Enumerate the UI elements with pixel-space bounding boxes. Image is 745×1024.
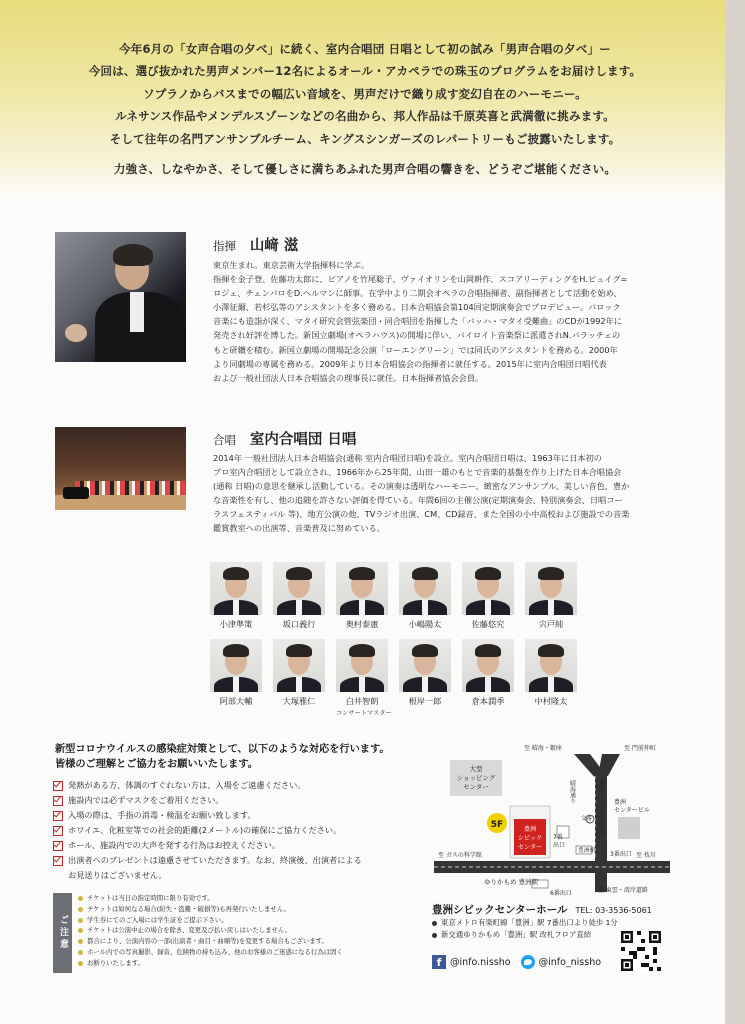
checkbox-icon	[53, 826, 63, 836]
map-label: センタービル	[614, 807, 650, 814]
checkbox-icon	[53, 856, 63, 866]
member-name: 奥村泰憲	[345, 619, 379, 629]
choir-name: 室内合唱団 日唱	[249, 432, 357, 448]
map-label: センター	[517, 844, 543, 851]
caution-item: お断りいたします。	[78, 958, 398, 969]
checklist-text: ホワイエ、化粧室等での社会的距離(2メートル)の確保にご協力ください。	[68, 825, 342, 835]
member-name: 中村隆太	[534, 696, 568, 706]
venue-tel: TEL: 03-3536-5061	[575, 906, 652, 915]
intro-line: 今年6月の「女声合唱の夕べ」に続く、室内合唱団 日唱として初の試み「男声合唱の夕べ」ー	[119, 42, 611, 56]
bio-line: (通称 日唱)の意思を継承し活動している。その演奏は透明なハーモニー、緻密なアンサンブル、美しい音色、豊か	[213, 481, 630, 492]
member-photo	[210, 639, 262, 692]
map-label: センター	[463, 783, 489, 791]
member-photo	[336, 562, 388, 615]
map-label: 至 門前仲町	[624, 745, 656, 752]
caution-item: チケットは当日の指定時間に限り有効です。	[78, 893, 398, 904]
member-role-note: コンサートマスター	[336, 710, 392, 717]
twitter-handle[interactable]: @info_nissho	[538, 956, 602, 968]
member-card	[525, 562, 577, 630]
member-card	[462, 639, 514, 707]
map-label: 至 ガスの科学館	[438, 852, 482, 859]
checklist-item	[53, 793, 403, 808]
twitter-icon	[521, 955, 535, 969]
member-photo	[525, 639, 577, 692]
checkbox-icon	[53, 796, 63, 806]
map-label: 6番出口	[550, 890, 572, 897]
conductor-bio	[213, 258, 683, 385]
center-building	[618, 817, 640, 839]
member-card	[336, 639, 392, 717]
facebook-handle[interactable]: @info.nissho	[450, 956, 511, 968]
map-label: 至 枝川	[636, 852, 656, 859]
member-photo	[336, 639, 388, 692]
bio-line: 音楽にも造詣が深く、マタイ研究会管弦楽団・同合唱団を指揮した「バッハ・マタイ受難曲」のCDが1992年に	[213, 316, 622, 327]
map-label: 至 晴海・銀座	[524, 745, 562, 752]
bio-line: もと研鑽を積む。新国立劇場の開場記念公演「ローエングリーン」では同氏のアシスタントを務める。2000年	[213, 344, 618, 355]
member-name: 倉本潤季	[471, 696, 505, 706]
caution-tag: ご注意	[53, 893, 72, 973]
map-label: 出口	[553, 842, 566, 849]
checklist-item	[53, 823, 403, 838]
member-card	[273, 562, 325, 630]
caution-item: ホール内での写真撮影、録音、危険物の持ち込み、他のお客様のご迷惑になる行為は固く	[78, 947, 398, 958]
conductor-heading	[213, 234, 298, 255]
page-edge	[725, 0, 745, 1024]
map-label: 東京メトロ有楽町線	[597, 780, 605, 834]
bio-line: 発売され好評を博した。新国立劇場(オペラハウス)の開場に伴い、バイロイト音楽祭に派遣されN.バラッチェの	[213, 330, 621, 341]
venue-heading	[432, 902, 652, 917]
checkbox-icon	[53, 811, 63, 821]
checklist-text: お見送りはございません。	[68, 870, 167, 880]
member-photo	[462, 639, 514, 692]
access-line: 東京メトロ有楽町線「豊洲」駅 7番出口より徒歩 1分	[441, 918, 618, 927]
bio-line: 指揮を金子登、佐藤功太郎に、ピアノを竹尾聡子、ヴァイオリンを山岡耕作、スコアリーディングをH.ピュイグ=	[213, 274, 628, 285]
choir-bio	[213, 451, 683, 536]
bio-line: ロジェ、チェンバロをD.ヘルマンに師事。在学中より二期会オペラの合唱指揮者、副指揮者として活動を始め、	[213, 288, 622, 299]
checklist-item-continued	[53, 868, 403, 883]
bio-line: 2014年 一般社団法人日本合唱協会(通称 室内合唱団日唱)を設立。室内合唱団日唱は、1963年に日本初の	[213, 453, 602, 463]
choir-role: 合唱	[213, 433, 236, 447]
member-photo	[273, 562, 325, 615]
bio-line: な音楽性を有し、他の追随を許さない評価を得ている。年間6回の主催公演(定期演奏会、特別演奏会、日唱コー	[213, 495, 623, 506]
intro-line: ルネサンス作品やメンデルスゾーンなどの名曲から、邦人作品は千原英喜と武満徹に挑みます。	[115, 109, 615, 124]
venue-access	[432, 917, 618, 941]
member-card	[399, 562, 451, 630]
covid-heading	[55, 742, 390, 772]
intro-closing: 力強さ、しなやかさ、そして優しさに満ちあふれた男声合唱の響きを、どうぞご堪能ください。	[113, 162, 617, 177]
member-name: 根岸一郎	[408, 696, 442, 706]
member-name: 坂口義行	[282, 619, 316, 629]
map-label: 大型	[469, 765, 483, 773]
checklist-item	[53, 853, 403, 868]
caution-item: 都合により、公演内容の一部(出演者・曲目・曲順等)を変更する場合もございます。	[78, 936, 398, 947]
map-label: 交番	[581, 816, 593, 822]
checkbox-icon	[53, 781, 63, 791]
map-label: 豊洲	[523, 826, 537, 833]
caution-item: チケットは如何なる場合(紛失・盗難・破損等)も再発行いたしません。	[78, 904, 398, 915]
social-links	[432, 955, 601, 969]
access-map	[432, 740, 672, 898]
bio-line: より同劇場の専属を務める。2009年より日本合唱協会の指揮者に就任する。2015年に室内合唱団日唱代表	[213, 358, 607, 369]
map-label: 豊洲駅	[578, 848, 596, 854]
covid-heading-line: 皆様のご理解とご協力をお願いいたします。	[55, 759, 258, 770]
bio-line: 小澤征爾、若杉弘等のアシスタントを多く務める。日本合唱協会第104回定期演奏会でプロデビュー。バロック	[213, 302, 621, 313]
caution-list	[78, 893, 398, 969]
choir-heading	[213, 428, 356, 449]
checklist-item	[53, 778, 403, 793]
checklist-text: 入場の際は、手指の消毒・検温をお願い致します。	[68, 810, 256, 820]
member-photo	[210, 562, 262, 615]
checkbox-icon	[53, 841, 63, 851]
conductor-name: 山﨑 滋	[249, 238, 299, 254]
member-photo	[273, 639, 325, 692]
member-photo	[462, 562, 514, 615]
bullet-icon	[432, 921, 437, 926]
bio-line: ラスフェスティバル 等)、地方公演の他、TVラジオ出演、CM、CD録音、また全国の小中高校および施設での音楽	[213, 509, 630, 520]
map-label: ゆりかもめ 豊洲駅	[484, 878, 539, 886]
member-photo	[399, 562, 451, 615]
member-name: 白井智朗	[345, 696, 379, 706]
member-name: 佐藤悠究	[471, 619, 505, 629]
member-card	[399, 639, 451, 707]
covid-heading-line: 新型コロナウイルスの感染症対策として、以下のような対応を行います。	[55, 744, 390, 755]
member-card	[210, 562, 262, 630]
map-label: シビック	[517, 835, 543, 842]
member-photo	[399, 639, 451, 692]
checklist-text: 出演者へのプレゼントは遠慮させていただきます。なお、終演後、出演者による	[68, 855, 362, 865]
bio-line: および一般社団法人日本合唱協会の理事長に就任。日本指揮者協会会員。	[213, 372, 484, 383]
caution-box	[53, 893, 395, 973]
checklist-item	[53, 808, 403, 823]
facebook-icon: f	[432, 955, 446, 969]
map-label: 3番出口	[610, 851, 632, 858]
access-line: 新交通ゆりかもめ「豊洲」駅 改札フロア直結	[441, 930, 592, 939]
member-card	[462, 562, 514, 630]
covid-checklist	[53, 778, 403, 883]
map-label: 7番	[553, 834, 563, 841]
intro-line: そして往年の名門アンサンブルチーム、キングスシンガーズのレパートリーもご披露いたします。	[109, 131, 621, 146]
bio-line: 東京生まれ。東京芸術大学指揮科に学ぶ。	[213, 260, 370, 270]
map-label: 豊洲	[614, 799, 627, 806]
map-label: 晴海通り	[568, 780, 576, 804]
member-name: 大塚雅仁	[282, 696, 316, 706]
member-name: 宍戸純	[538, 619, 564, 629]
choir-photo	[55, 427, 186, 510]
member-photo	[525, 562, 577, 615]
caution-item: チケットは公演中止の場合を除き、変更及び払い戻しはいたしません。	[78, 925, 398, 936]
floor-label: 5F	[490, 820, 504, 830]
intro-line: ソプラノからバスまでの幅広い音域を、男声だけで織り成す変幻自在のハーモニー。	[143, 86, 587, 101]
member-card	[525, 639, 577, 707]
bullet-icon	[432, 933, 437, 938]
checklist-text: 発熱がある方、体調のすぐれない方は、入場をご遠慮ください。	[68, 780, 306, 790]
checklist-item	[53, 838, 403, 853]
conductor-role: 指揮	[213, 239, 236, 253]
intro-text	[60, 38, 670, 180]
bio-line: プロ室内合唱団として設立され、1966年から25年間、山田一雄のもとで音楽的基盤を作り上げた日本合唱協会	[213, 467, 622, 478]
map-label: 至 東雲・湾岸道路	[598, 887, 648, 894]
venue-name: 豊洲シビックセンターホール	[432, 904, 568, 916]
member-card	[210, 639, 262, 707]
member-card	[336, 562, 388, 630]
map-road	[598, 754, 620, 776]
conductor-photo	[55, 232, 186, 362]
checklist-text: ホール、施設内での大声を発する行為はお控えください。	[68, 840, 281, 850]
qr-code	[621, 931, 661, 971]
map-label: ショッピング	[456, 774, 496, 782]
bio-line: 鑑賞教室への出演等、音楽普及に努めている。	[213, 523, 385, 534]
member-name: 小津準策	[219, 619, 253, 629]
member-name: 小嶋陽太	[408, 619, 442, 629]
member-name: 阿部大輔	[219, 696, 253, 706]
checklist-text: 施設内では必ずマスクをご着用ください。	[68, 795, 224, 805]
intro-line: 今回は、選び抜かれた男声メンバー12名によるオール・アカペラでの珠玉のプログラムをお届けします。	[88, 64, 642, 79]
caution-item: 学生券にてのご入場には学生証をご提示下さい。	[78, 915, 398, 926]
member-card	[273, 639, 325, 707]
